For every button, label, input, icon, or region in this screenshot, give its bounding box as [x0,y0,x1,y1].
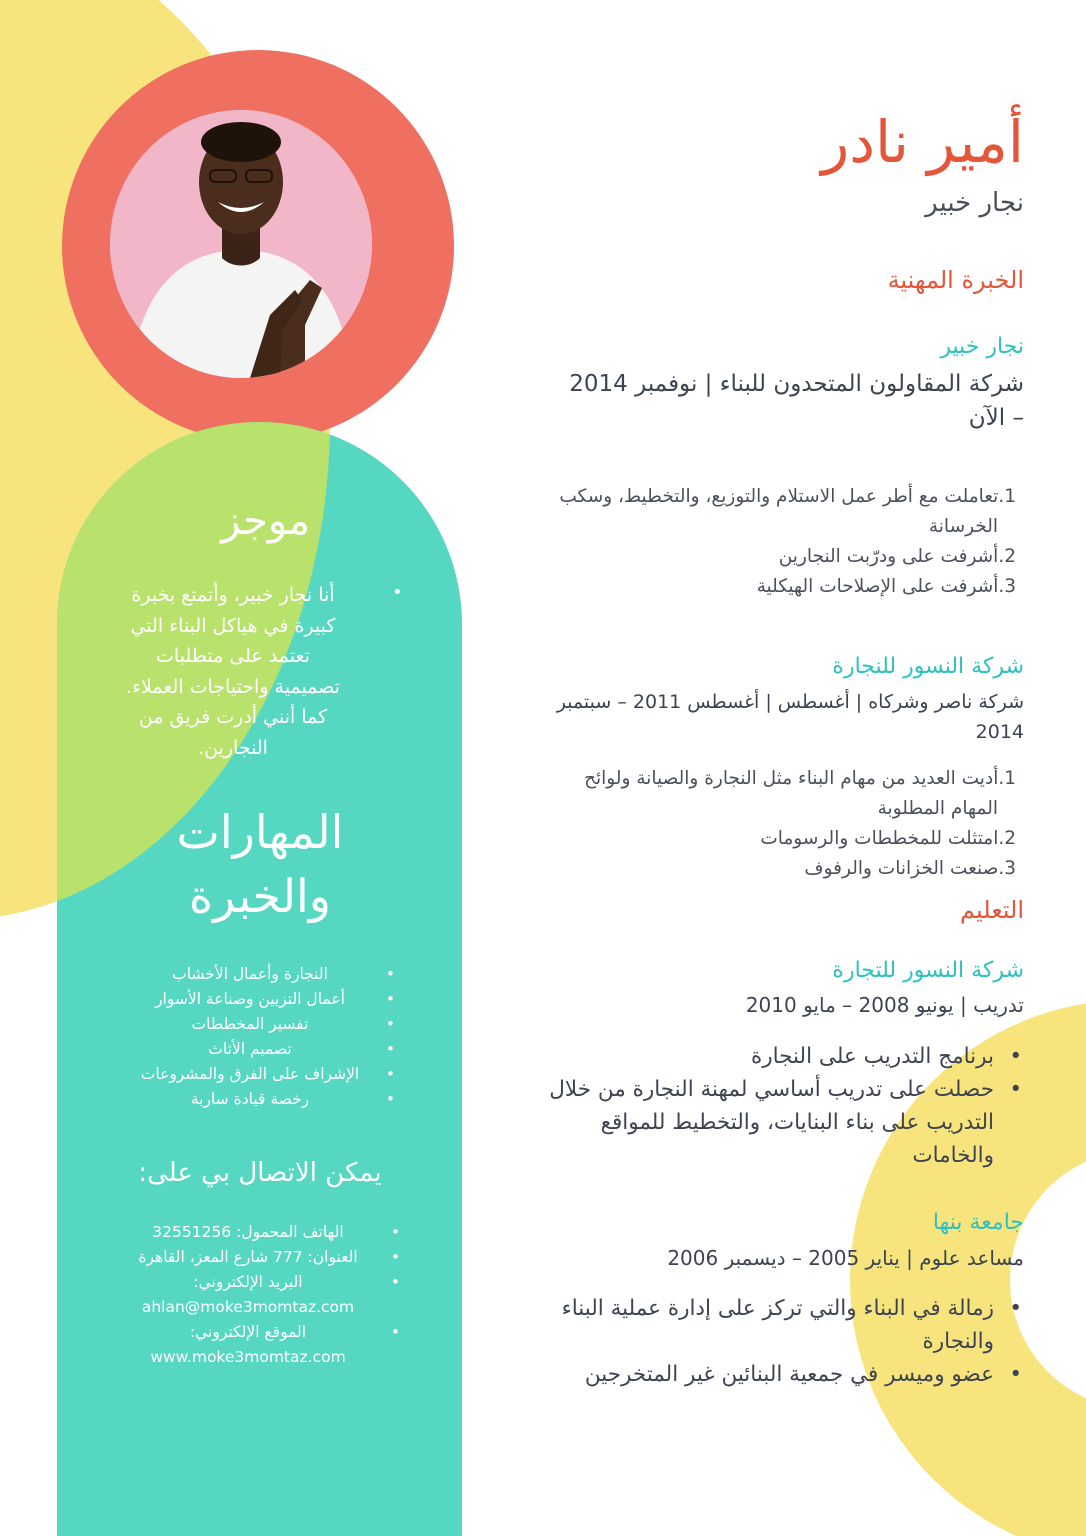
list-item: • برنامج التدريب على النجارة [549,1040,994,1073]
list-item: 1.تعاملت مع أطر عمل الاستلام والتوزيع، والتخطيط، وسكب [559,486,1016,507]
candidate-name: أمير نادر [821,108,1024,176]
summary-bullet: • [392,582,403,603]
job-2-company: شركة ناصر وشركاه | أغسطس | أغسطس 2011 – سبتمبر 2014 [556,691,1024,743]
list-item: 3.أشرفت على الإصلاحات الهيكلية [756,576,1016,597]
job-1-duties [559,482,1016,602]
education-heading: التعليم [960,896,1024,924]
skill-item: • أعمال التزيين وصناعة الأسوار [125,987,375,1012]
list-item: • عضو وميسر في جمعية البنائين غير المتخرجين [562,1358,994,1391]
education-2-bullets [562,1292,994,1391]
contact-phone: • الهاتف المحمول: 32551256 [118,1220,378,1245]
skill-item: • رخصة قيادة سارية [125,1087,375,1112]
candidate-title: نجار خبير [925,188,1024,218]
skill-item: • تفسير المخططات [125,1012,375,1037]
contact-website[interactable]: • الموقع الإلكتروني: www.moke3momtaz.com [118,1320,378,1370]
summary-heading: موجز [221,498,310,544]
list-item: 1.أديت العديد من مهام البناء مثل النجارة والصيانة ولوائح [584,768,1016,789]
skills-list [125,962,375,1112]
skill-item: • النجارة وأعمال الأخشاب [125,962,375,987]
education-2-school: جامعة بنها [932,1210,1024,1235]
contact-email[interactable]: • البريد الإلكتروني: ahlan@moke3momtaz.com [118,1270,378,1320]
education-1-school: شركة النسور للتجارة [832,958,1024,983]
skill-item: • الإشراف على الفرق والمشروعات [125,1062,375,1087]
website-link[interactable]: www.moke3momtaz.com [150,1348,346,1366]
profile-photo [110,110,372,378]
list-item: • حصلت على تدريب أساسي لمهنة النجارة من خلال التدريب على بناء البنايات، والتخطيط للمواقع والخامات [549,1073,994,1172]
list-item: • زمالة في البناء والتي تركز على إدارة عملية البناء والنجارة [562,1292,994,1358]
job-1-company: شركة المقاولون المتحدون للبناء | نوفمبر 2014 – الآن [569,371,1024,431]
list-item: 3.صنعت الخزانات والرفوف [804,858,1016,879]
skills-heading: المهارات والخبرة [176,805,344,923]
job-2-duties [584,764,1016,884]
email-link[interactable]: ahlan@moke3momtaz.com [141,1298,355,1316]
education-2-meta: مساعد علوم | يناير 2005 – ديسمبر 2006 [667,1246,1024,1270]
education-1-meta: تدريب | يونيو 2008 – مايو 2010 [745,993,1024,1017]
experience-heading: الخبرة المهنية [887,266,1024,294]
contact-address: • العنوان: 777 شارع المعز، القاهرة [118,1245,378,1270]
education-1-bullets [549,1040,994,1172]
contact-list [118,1220,378,1370]
job-1-position: نجار خبير [940,334,1024,359]
list-item: المهام المطلوبة [877,798,998,819]
skill-item: • تصميم الأثاث [125,1037,375,1062]
list-item: 2.أشرفت على ودرّبت النجارين [778,546,1016,567]
list-item: 2.امتثلت للمخططات والرسومات [760,828,1016,849]
person-portrait-image [110,110,372,378]
contact-heading: يمكن الاتصال بي على: [138,1158,382,1188]
summary-text: أنا نجار خبير، وأتمتع بخبرة كبيرة في هياكل البناء التي تعتمد على متطلبات تصميمية واحتياجات العملاء. كما أنني أدرت فريق من النجارين. [126,584,340,759]
job-2-position: شركة النسور للنجارة [832,654,1024,679]
list-item: الخرسانة [928,516,998,537]
